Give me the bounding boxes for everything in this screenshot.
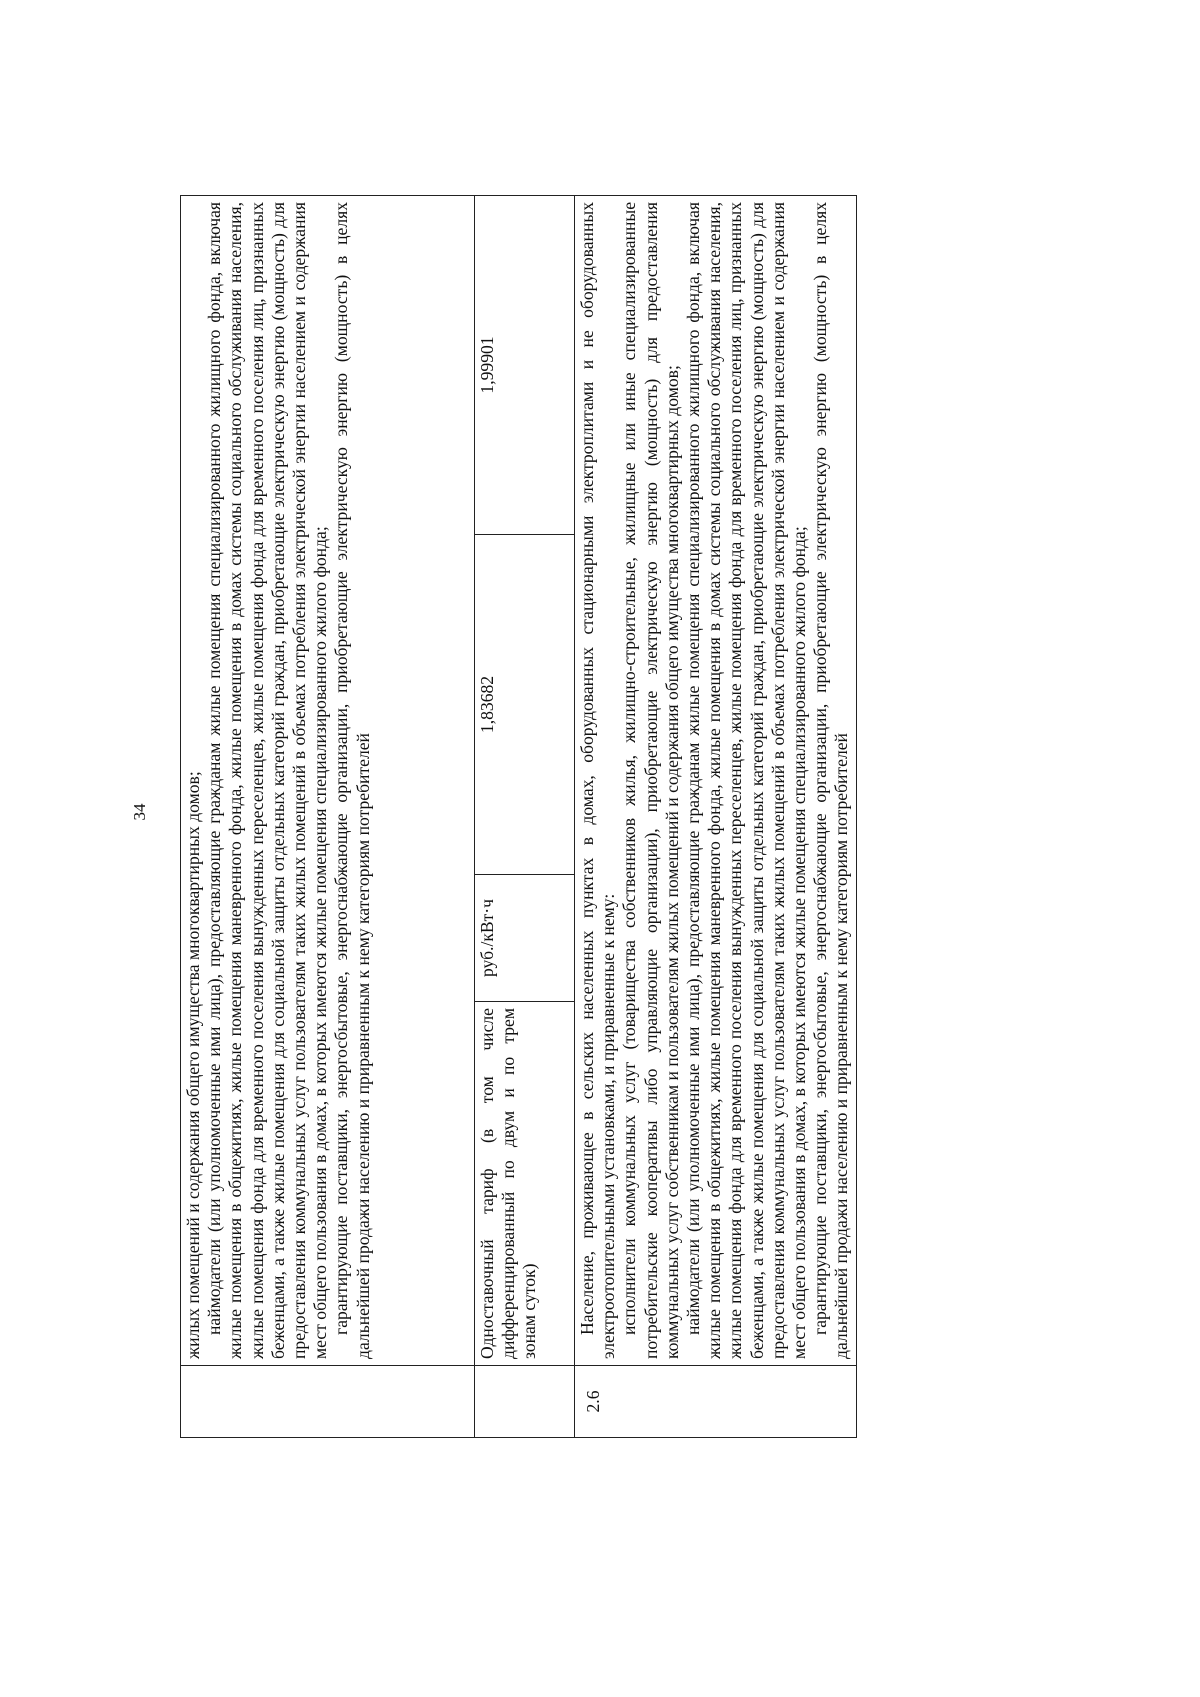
row-number (181, 1366, 475, 1438)
rotated-content (130, 196, 1068, 1438)
description-paragraph: гарантирующие поставщики, энергосбытовые, энергоснабжающие организации, приобретающие электрическую энергию (мощность) в целях дальнейшей продажи населению и приравненным к нему категориям потребителей (331, 201, 373, 1359)
table-row (181, 195, 475, 1437)
description-paragraph: гарантирующие поставщики, энергосбытовые, энергоснабжающие организации, приобретающие электрическую энергию (мощность) в целях дальнейшей продажи населению и приравненным к нему категориям потребителей (810, 201, 852, 1359)
description-paragraph: наймодатели (или уполномоченные ими лица), предоставляющие гражданам жилые помещения специализированного жилищного фонда, включая жилые помещения в общежитиях, жилые помещения маневренного фонда, жилые помещения в домах системы социального обслуживания населения, жилые помещения фонда для временного поселения вынужденных переселенцев, жилые помещения фонда для временного поселения лиц, признанных беженцами, а также жилые помещения для социальной защиты отдельных категорий граждан, приобретающие электрическую энергию (мощность) для предоставления коммунальных услуг пользователям таких жилых помещений в объемах потребления электрической энергии населением и содержания мест общего пользования в домах, в которых имеются жилые помещения специализированного жилого фонда; (204, 201, 331, 1359)
consumer-description (575, 195, 857, 1365)
table-row (475, 195, 575, 1437)
tariff-label: Одноставочный тариф (в том числе дифференцированный по двум и по трем зонам суток) (475, 1002, 575, 1366)
consumer-description (181, 195, 475, 1365)
page-number: 34 (130, 803, 149, 821)
tariff-unit: руб./кВт·ч (475, 875, 575, 1002)
tariff-table (180, 195, 857, 1438)
tariff-value-second-half: 1,99901 (475, 195, 575, 534)
description-paragraph: наймодатели (или уполномоченные ими лица), предоставляющие гражданам жилые помещения специализированного жилищного фонда, включая жилые помещения в общежитиях, жилые помещения маневренного фонда, жилые помещения в домах системы социального обслуживания населения, жилые помещения фонда для временного поселения вынужденных переселенцев, жилые помещения фонда для временного поселения лиц, признанных беженцами, а также жилые помещения для социальной защиты отдельных категорий граждан, приобретающие электрическую энергию (мощность) для предоставления коммунальных услуг пользователям таких жилых помещений в объемах потребления электрической энергии населением и содержания мест общего пользования в домах, в которых имеются жилые помещения специализированного жилого фонда; (683, 201, 810, 1359)
row-number: 2.6 (575, 1366, 857, 1438)
description-paragraph: Население, проживающее в сельских населенных пунктах в домах, оборудованных стационарными электроплитами и не оборудованных электроотопительными установками, и приравненные к нему: (577, 201, 619, 1359)
description-paragraph: исполнители коммунальных услуг (товарищества собственников жилья, жилищно-строительные, жилищные или иные специализированные потребительские кооперативы либо управляющие организации), приобретающие электрическую энергию (мощность) для предоставления коммунальных услуг собственникам и пользователям жилых помещений и содержания общего имущества многоквартирных домов; (619, 201, 682, 1359)
table-row (575, 195, 857, 1437)
tariff-value-first-half: 1,83682 (475, 535, 575, 875)
row-number (475, 1366, 575, 1438)
description-paragraph: жилых помещений и содержания общего имущества многоквартирных домов; (183, 771, 203, 1359)
